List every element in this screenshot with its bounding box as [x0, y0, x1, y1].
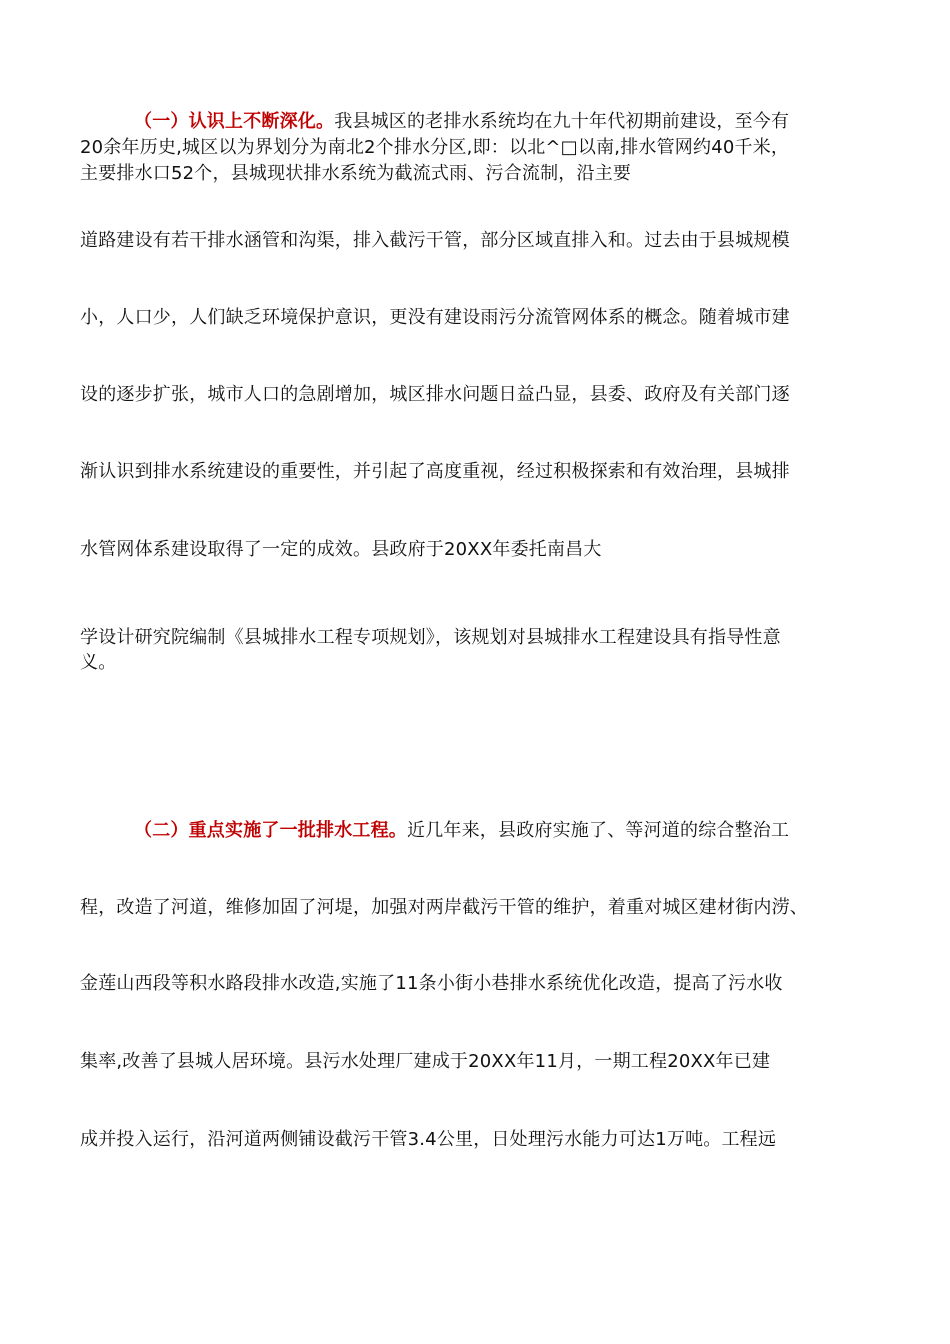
- paragraph-line: 近几年来，县政府实施了、等河道的综合整治工: [407, 820, 790, 841]
- paragraph-line: 小，人口少，人们缺乏环境保护意识，更没有建设雨污分流管网体系的概念。随着城市建: [80, 307, 790, 328]
- section-2-first-line: [134, 819, 880, 843]
- section-1-heading: （一）认识上不断深化。: [134, 111, 335, 132]
- paragraph-line: 程，改造了河道，维修加固了河堤，加强对两岸截污干管的维护，着重对城区建材街内涝、: [80, 897, 808, 918]
- paragraph-line: 设的逐步扩张，城市人口的急剧增加，城区排水问题日益凸显，县委、政府及有关部门逐: [80, 384, 790, 405]
- paragraph-line: 学设计研究院编制《县城排水工程专项规划》，该规划对县城排水工程建设具有指导性意: [80, 627, 781, 648]
- paragraph-line: 集率,改善了县城人居环境。县污水处理厂建成于20XX年11月，一期工程20XX年已建: [80, 1051, 771, 1072]
- paragraph-line: 成并投入运行，沿河道两侧铺设截污干管3.4公里，日处理污水能力可达1万吨。工程远: [80, 1129, 777, 1150]
- paragraph-line: 金莲山西段等积水路段排水改造,实施了11条小街小巷排水系统优化改造，提高了污水收: [80, 973, 783, 994]
- paragraph-line: 渐认识到排水系统建设的重要性，并引起了高度重视，经过积极探索和有效治理，县城排: [80, 461, 790, 482]
- paragraph-line: 道路建设有若干排水涵管和沟渠，排入截污干管，部分区域直排入和。过去由于县城规模: [80, 230, 790, 251]
- section-2-heading: （二）重点实施了一批排水工程。: [134, 820, 407, 841]
- section-1-first-line: [134, 110, 880, 134]
- paragraph-line: 义。: [80, 652, 117, 673]
- paragraph-line: 我县城区的老排水系统均在九十年代初期前建设，至今有: [334, 111, 790, 132]
- paragraph-line: 20余年历史,城区以为界划分为南北2个排水分区,即：以北^□以南,排水管网约40千米，: [80, 137, 790, 158]
- paragraph-line: 主要排水口52个，县城现状排水系统为截流式雨、污合流制，沿主要: [80, 163, 632, 184]
- paragraph-line: 水管网体系建设取得了一定的成效。县政府于20XX年委托南昌大: [80, 539, 602, 560]
